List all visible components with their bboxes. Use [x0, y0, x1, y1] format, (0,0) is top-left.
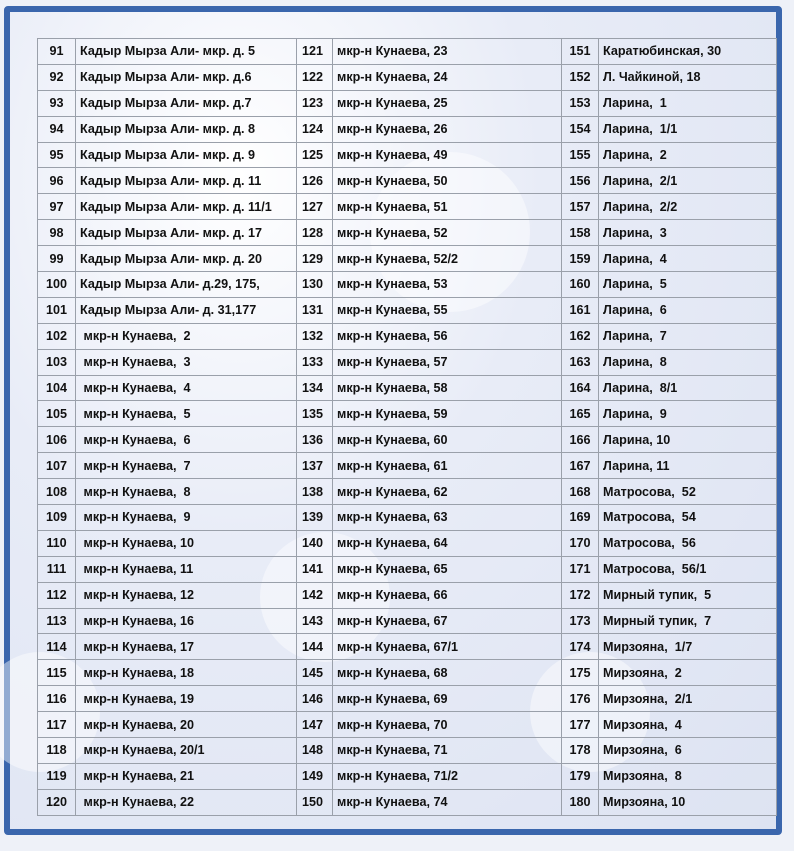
address-cell: мкр-н Кунаева, 20/1 [76, 738, 297, 764]
address-cell: мкр-н Кунаева, 69 [333, 686, 562, 712]
row-number: 158 [562, 220, 599, 246]
row-number: 121 [297, 39, 333, 65]
row-number: 94 [38, 116, 76, 142]
row-number: 150 [297, 789, 333, 815]
address-cell: мкр-н Кунаева, 67/1 [333, 634, 562, 660]
address-cell: мкр-н Кунаева, 56 [333, 323, 562, 349]
row-number: 126 [297, 168, 333, 194]
table-row [38, 608, 777, 634]
address-cell: Мирзояна, 2/1 [599, 686, 777, 712]
row-number: 139 [297, 505, 333, 531]
row-number: 164 [562, 375, 599, 401]
address-cell: Матросова, 56 [599, 530, 777, 556]
address-cell: Ларина, 3 [599, 220, 777, 246]
row-number: 104 [38, 375, 76, 401]
address-cell: мкр-н Кунаева, 12 [76, 582, 297, 608]
row-number: 123 [297, 90, 333, 116]
address-cell: Матросова, 54 [599, 505, 777, 531]
row-number: 143 [297, 608, 333, 634]
row-number: 161 [562, 297, 599, 323]
address-table [37, 38, 777, 816]
row-number: 172 [562, 582, 599, 608]
address-cell: мкр-н Кунаева, 57 [333, 349, 562, 375]
address-cell: Ларина, 6 [599, 297, 777, 323]
row-number: 110 [38, 530, 76, 556]
row-number: 106 [38, 427, 76, 453]
table-row [38, 297, 777, 323]
row-number: 102 [38, 323, 76, 349]
address-cell: мкр-н Кунаева, 55 [333, 297, 562, 323]
address-cell: мкр-н Кунаева, 68 [333, 660, 562, 686]
address-cell: Кадыр Мырза Али- мкр. д. 11 [76, 168, 297, 194]
address-cell: мкр-н Кунаева, 67 [333, 608, 562, 634]
row-number: 152 [562, 64, 599, 90]
row-number: 179 [562, 763, 599, 789]
address-cell: мкр-н Кунаева, 59 [333, 401, 562, 427]
row-number: 130 [297, 272, 333, 298]
row-number: 133 [297, 349, 333, 375]
table-row [38, 220, 777, 246]
address-cell: мкр-н Кунаева, 6 [76, 427, 297, 453]
address-cell: Ларина, 5 [599, 272, 777, 298]
table-row [38, 90, 777, 116]
row-number: 93 [38, 90, 76, 116]
address-cell: мкр-н Кунаева, 9 [76, 505, 297, 531]
row-number: 144 [297, 634, 333, 660]
address-cell: Кадыр Мырза Али- д. 31,177 [76, 297, 297, 323]
row-number: 165 [562, 401, 599, 427]
table-row [38, 789, 777, 815]
address-cell: мкр-н Кунаева, 5 [76, 401, 297, 427]
address-cell: мкр-н Кунаева, 10 [76, 530, 297, 556]
row-number: 135 [297, 401, 333, 427]
row-number: 132 [297, 323, 333, 349]
address-cell: мкр-н Кунаева, 71 [333, 738, 562, 764]
row-number: 111 [38, 556, 76, 582]
table-row [38, 556, 777, 582]
address-cell: мкр-н Кунаева, 66 [333, 582, 562, 608]
row-number: 107 [38, 453, 76, 479]
address-cell: Кадыр Мырза Али- мкр. д. 9 [76, 142, 297, 168]
table-row [38, 453, 777, 479]
row-number: 116 [38, 686, 76, 712]
row-number: 156 [562, 168, 599, 194]
row-number: 162 [562, 323, 599, 349]
row-number: 142 [297, 582, 333, 608]
row-number: 149 [297, 763, 333, 789]
address-cell: Мирный тупик, 7 [599, 608, 777, 634]
address-cell: Ларина, 8/1 [599, 375, 777, 401]
row-number: 136 [297, 427, 333, 453]
address-cell: Ларина, 2/2 [599, 194, 777, 220]
address-cell: Кадыр Мырза Али- мкр. д. 17 [76, 220, 297, 246]
address-cell: Ларина, 2/1 [599, 168, 777, 194]
row-number: 173 [562, 608, 599, 634]
table-row [38, 634, 777, 660]
address-cell: Мирзояна, 4 [599, 712, 777, 738]
row-number: 137 [297, 453, 333, 479]
address-cell: мкр-н Кунаева, 53 [333, 272, 562, 298]
address-cell: мкр-н Кунаева, 65 [333, 556, 562, 582]
address-cell: мкр-н Кунаева, 60 [333, 427, 562, 453]
row-number: 127 [297, 194, 333, 220]
row-number: 101 [38, 297, 76, 323]
row-number: 163 [562, 349, 599, 375]
table-row [38, 427, 777, 453]
address-cell: мкр-н Кунаева, 50 [333, 168, 562, 194]
row-number: 119 [38, 763, 76, 789]
row-number: 129 [297, 246, 333, 272]
row-number: 118 [38, 738, 76, 764]
row-number: 115 [38, 660, 76, 686]
address-cell: мкр-н Кунаева, 20 [76, 712, 297, 738]
table-row [38, 763, 777, 789]
table-row [38, 246, 777, 272]
row-number: 128 [297, 220, 333, 246]
address-cell: мкр-н Кунаева, 25 [333, 90, 562, 116]
row-number: 138 [297, 479, 333, 505]
row-number: 154 [562, 116, 599, 142]
address-cell: мкр-н Кунаева, 23 [333, 39, 562, 65]
row-number: 140 [297, 530, 333, 556]
address-cell: Мирзояна, 1/7 [599, 634, 777, 660]
address-cell: Ларина, 11 [599, 453, 777, 479]
row-number: 98 [38, 220, 76, 246]
table-row [38, 194, 777, 220]
row-number: 96 [38, 168, 76, 194]
table-row [38, 530, 777, 556]
address-cell: мкр-н Кунаева, 62 [333, 479, 562, 505]
table-row [38, 401, 777, 427]
table-row [38, 738, 777, 764]
address-cell: Ларина, 10 [599, 427, 777, 453]
table-row [38, 582, 777, 608]
row-number: 108 [38, 479, 76, 505]
address-cell: мкр-н Кунаева, 64 [333, 530, 562, 556]
row-number: 174 [562, 634, 599, 660]
table-row [38, 64, 777, 90]
address-cell: Ларина, 1 [599, 90, 777, 116]
address-cell: Мирзояна, 10 [599, 789, 777, 815]
address-cell: Матросова, 56/1 [599, 556, 777, 582]
address-cell: мкр-н Кунаева, 70 [333, 712, 562, 738]
row-number: 175 [562, 660, 599, 686]
table-row [38, 39, 777, 65]
row-number: 97 [38, 194, 76, 220]
address-cell: мкр-н Кунаева, 7 [76, 453, 297, 479]
address-cell: Мирзояна, 2 [599, 660, 777, 686]
address-cell: Ларина, 9 [599, 401, 777, 427]
address-cell: Кадыр Мырза Али- мкр. д.6 [76, 64, 297, 90]
row-number: 169 [562, 505, 599, 531]
row-number: 100 [38, 272, 76, 298]
table-row [38, 168, 777, 194]
row-number: 159 [562, 246, 599, 272]
address-cell: мкр-н Кунаева, 19 [76, 686, 297, 712]
row-number: 91 [38, 39, 76, 65]
row-number: 114 [38, 634, 76, 660]
row-number: 112 [38, 582, 76, 608]
address-cell: Матросова, 52 [599, 479, 777, 505]
table-row [38, 272, 777, 298]
address-cell: мкр-н Кунаева, 3 [76, 349, 297, 375]
row-number: 99 [38, 246, 76, 272]
row-number: 92 [38, 64, 76, 90]
row-number: 103 [38, 349, 76, 375]
row-number: 124 [297, 116, 333, 142]
address-cell: Ларина, 1/1 [599, 116, 777, 142]
table-row [38, 660, 777, 686]
address-cell: мкр-н Кунаева, 71/2 [333, 763, 562, 789]
row-number: 148 [297, 738, 333, 764]
address-cell: мкр-н Кунаева, 63 [333, 505, 562, 531]
address-cell: мкр-н Кунаева, 22 [76, 789, 297, 815]
row-number: 180 [562, 789, 599, 815]
row-number: 157 [562, 194, 599, 220]
address-cell: Кадыр Мырза Али- мкр. д.7 [76, 90, 297, 116]
address-cell: мкр-н Кунаева, 26 [333, 116, 562, 142]
row-number: 153 [562, 90, 599, 116]
address-cell: мкр-н Кунаева, 61 [333, 453, 562, 479]
row-number: 120 [38, 789, 76, 815]
table-row [38, 375, 777, 401]
address-cell: мкр-н Кунаева, 52 [333, 220, 562, 246]
table-row [38, 323, 777, 349]
table-row [38, 479, 777, 505]
table-row [38, 505, 777, 531]
row-number: 160 [562, 272, 599, 298]
row-number: 95 [38, 142, 76, 168]
row-number: 166 [562, 427, 599, 453]
row-number: 105 [38, 401, 76, 427]
address-cell: Ларина, 7 [599, 323, 777, 349]
row-number: 176 [562, 686, 599, 712]
row-number: 145 [297, 660, 333, 686]
address-cell: Мирзояна, 8 [599, 763, 777, 789]
address-cell: мкр-н Кунаева, 2 [76, 323, 297, 349]
address-cell: Кадыр Мырза Али- мкр. д. 5 [76, 39, 297, 65]
row-number: 113 [38, 608, 76, 634]
address-cell: мкр-н Кунаева, 24 [333, 64, 562, 90]
row-number: 147 [297, 712, 333, 738]
address-cell: Кадыр Мырза Али- мкр. д. 8 [76, 116, 297, 142]
address-cell: Л. Чайкиной, 18 [599, 64, 777, 90]
row-number: 146 [297, 686, 333, 712]
address-cell: мкр-н Кунаева, 21 [76, 763, 297, 789]
address-cell: мкр-н Кунаева, 52/2 [333, 246, 562, 272]
address-cell: Кадыр Мырза Али- мкр. д. 20 [76, 246, 297, 272]
table-row [38, 712, 777, 738]
address-cell: мкр-н Кунаева, 58 [333, 375, 562, 401]
row-number: 177 [562, 712, 599, 738]
row-number: 171 [562, 556, 599, 582]
table-row [38, 686, 777, 712]
row-number: 170 [562, 530, 599, 556]
address-cell: мкр-н Кунаева, 16 [76, 608, 297, 634]
row-number: 117 [38, 712, 76, 738]
row-number: 109 [38, 505, 76, 531]
address-cell: Каратюбинская, 30 [599, 39, 777, 65]
row-number: 151 [562, 39, 599, 65]
row-number: 125 [297, 142, 333, 168]
table-row [38, 116, 777, 142]
row-number: 134 [297, 375, 333, 401]
address-cell: Мирный тупик, 5 [599, 582, 777, 608]
table-row [38, 142, 777, 168]
table-row [38, 349, 777, 375]
row-number: 155 [562, 142, 599, 168]
address-cell: мкр-н Кунаева, 4 [76, 375, 297, 401]
row-number: 122 [297, 64, 333, 90]
address-cell: Ларина, 8 [599, 349, 777, 375]
address-cell: Мирзояна, 6 [599, 738, 777, 764]
address-cell: мкр-н Кунаева, 51 [333, 194, 562, 220]
row-number: 131 [297, 297, 333, 323]
address-cell: Ларина, 2 [599, 142, 777, 168]
address-cell: мкр-н Кунаева, 18 [76, 660, 297, 686]
row-number: 141 [297, 556, 333, 582]
address-cell: Кадыр Мырза Али- д.29, 175, [76, 272, 297, 298]
address-cell: Ларина, 4 [599, 246, 777, 272]
address-cell: мкр-н Кунаева, 74 [333, 789, 562, 815]
row-number: 168 [562, 479, 599, 505]
address-cell: мкр-н Кунаева, 11 [76, 556, 297, 582]
row-number: 178 [562, 738, 599, 764]
address-cell: Кадыр Мырза Али- мкр. д. 11/1 [76, 194, 297, 220]
address-table-body [38, 39, 777, 816]
address-cell: мкр-н Кунаева, 8 [76, 479, 297, 505]
address-cell: мкр-н Кунаева, 17 [76, 634, 297, 660]
row-number: 167 [562, 453, 599, 479]
address-cell: мкр-н Кунаева, 49 [333, 142, 562, 168]
